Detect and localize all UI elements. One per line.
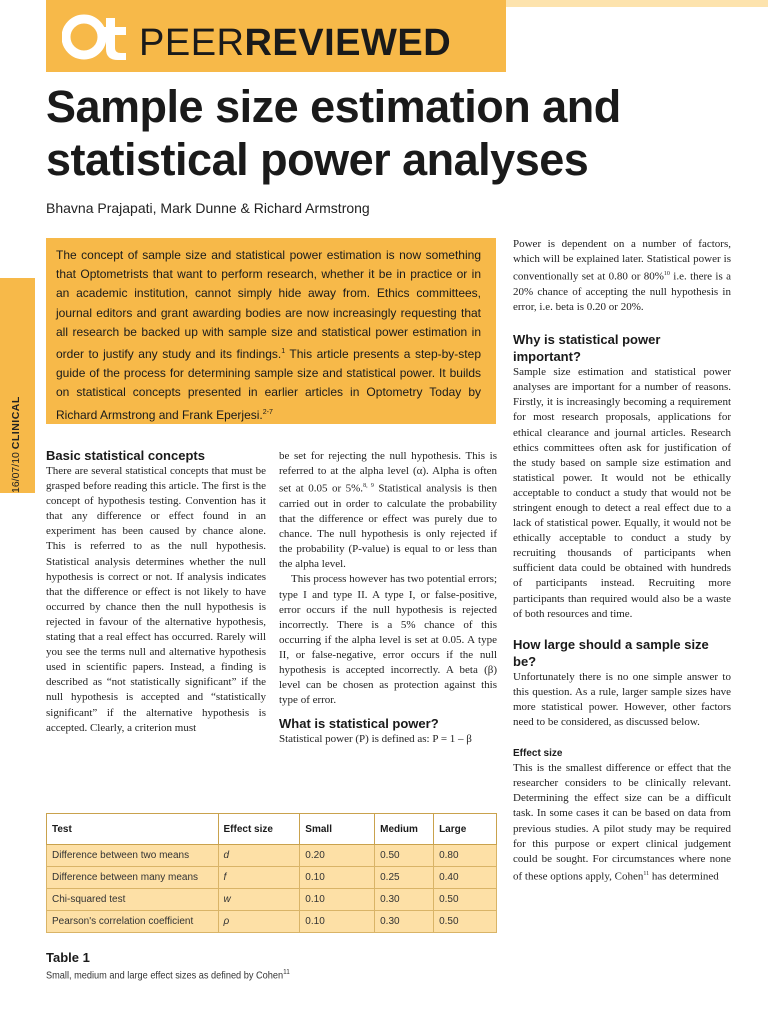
header-medium: Medium xyxy=(375,814,434,845)
table-note-ref: 11 xyxy=(283,969,290,976)
cell-effect-size: w xyxy=(218,889,300,911)
cell-test: Difference between two means xyxy=(47,845,219,867)
table-caption: Table 1 xyxy=(46,950,90,965)
cell-medium: 0.30 xyxy=(375,889,434,911)
cell-medium: 0.30 xyxy=(375,911,434,933)
col3-text-1a: Power is dependent on a number of factors, which will be explained later. Statistical power is conventionally set at 0.80 or 80% xyxy=(513,238,731,283)
col3-ref-4: 11 xyxy=(643,870,650,877)
intro-ref-1: 1 xyxy=(281,348,286,356)
title-line-1: Sample size estimation and xyxy=(46,81,621,132)
cell-small: 0.20 xyxy=(300,845,375,867)
cell-test: Difference between many means xyxy=(47,867,219,889)
header-strip xyxy=(506,0,768,7)
cell-test: Chi-squared test xyxy=(47,889,219,911)
intro-text-2: This article presents a step-by-step guide of the process for determining sample size and statistical power. It builds on statistical concepts presented in earlier articles in Optometry Today by Richard Armstrong and Frank Eperjesi. xyxy=(56,347,481,422)
header-effect-size: Effect size xyxy=(218,814,300,845)
col2-text-1a: be set for rejecting the null hypothesis. This is referred to at the alpha level (α). Alpha is often set at 0.05 or 5%. xyxy=(279,450,497,495)
cell-small: 0.10 xyxy=(300,911,375,933)
section-side-label xyxy=(10,396,22,493)
cell-large: 0.80 xyxy=(434,845,497,867)
heading-basic-concepts: Basic statistical concepts xyxy=(46,448,205,463)
cell-effect-size: ρ xyxy=(218,911,300,933)
table-note xyxy=(46,969,290,981)
effect-size-table xyxy=(46,813,497,933)
column-1 xyxy=(46,447,266,736)
cell-small: 0.10 xyxy=(300,867,375,889)
ot-logo-icon xyxy=(62,10,132,62)
title-line-2: statistical power analyses xyxy=(46,134,589,185)
section-name: CLINICAL xyxy=(10,396,22,450)
intro-ref-2: 2-7 xyxy=(262,408,273,416)
article-title xyxy=(46,80,746,186)
header-test: Test xyxy=(47,814,219,845)
col2-paragraph-2: This process however has two potential errors; type I and type II. A type I, or false-positive, error occurs if the null hypothesis is rejected incorrectly. There is a 5% chance of this occurring if the alpha level is set at 0.05. A type II, or false-negative, error occurs if the null hypothesis is accepted incorrectly. A beta (β) level can be chosen as protection against this type of error. xyxy=(279,573,497,707)
heading-sample-size: How large should a sample size be? xyxy=(513,636,709,669)
intro-text-1: The concept of sample size and statistical power estimation is now something that Optometrists that want to perform research, whether it be in practice or in an academic institution, cannot simply hide away from. Ethics committees, journal editors and grant awarding bodies are now increasingly requesting that all research be backed up with sample size and statistical power estimation in order to justify any study and its findings. xyxy=(56,248,481,362)
col1-body: There are several statistical concepts that must be grasped before reading this article. The first is the concept of hypothesis testing. Convention has it that any difference or effect found in an experiment has been caused by chance alone. This is referred to as the null hypothesis. Statistical analysis determines whether the null hypothesis is correct or not. If analysis indicates that the difference or effect is not likely to have occurred by chance then the null hypothesis is rejected in favour of the alternative hypothesis, stating that a real effect has occurred. Rarely will you see the terms null and alternative hypothesis used in scientific papers. Instead, a finding is described as “not statistically significant” if the null hypothesis is accepted and “statistically significant” if the alternative hypothesis is accepted. Clearly, a criterion must xyxy=(46,465,266,734)
col3-paragraph-2: Sample size estimation and statistical power analyses are important for a number of reasons. Firstly, it is increasingly becoming a requirement for most research proposals, applications for ethical clearance and journal articles. Research ethics committees often ask for justification of the study based on sample size estimation and statistical power. It would not be ethically acceptable to conduct a study that would not be stringent enough to detect a real effect due to a lack of statistical power. Equally, it would not be ethically acceptable to conduct a study by recruiting thousands of participants when sufficient data could be obtained with hundreds of participants instead. Recruiting more participants than required would also be a waste of both resources and time. xyxy=(513,366,731,620)
col2-ref-1: 8, 9 xyxy=(363,483,374,490)
cell-medium: 0.50 xyxy=(375,845,434,867)
table-row xyxy=(47,845,497,867)
column-3 xyxy=(513,237,731,885)
heading-why-power: Why is statistical power important? xyxy=(513,332,661,365)
header-small: Small xyxy=(300,814,375,845)
cell-test: Pearson's correlation coefficient xyxy=(47,911,219,933)
col3-ref-1: 10 xyxy=(663,271,670,278)
col3-text-4b: has determined xyxy=(649,870,719,883)
cell-medium: 0.25 xyxy=(375,867,434,889)
cell-large: 0.40 xyxy=(434,867,497,889)
table-row xyxy=(47,867,497,889)
cell-effect-size: f xyxy=(218,867,300,889)
col2-paragraph-1 xyxy=(279,449,497,572)
heading-statistical-power: What is statistical power? xyxy=(279,716,439,732)
reviewed-label: REVIEWED xyxy=(244,22,452,64)
col3-text-1b: i.e. there is a 20% chance of accepting the null hypothesis in error, i.e. beta is 0.20 or 20%. xyxy=(513,270,731,314)
table-note-text: Small, medium and large effect sizes as defined by Cohen xyxy=(46,970,284,982)
col2-text-1b: Statistical analysis is then carried out in order to calculate the probability that the difference or effect was purely due to chance. The null hypothesis is only rejected if the probability (P-value) is equal to or less than the alpha level. xyxy=(279,482,498,571)
intro-paragraph xyxy=(56,246,481,425)
table-header-row xyxy=(47,814,497,845)
authors: Bhavna Prajapati, Mark Dunne & Richard Armstrong xyxy=(46,200,370,216)
subheading-effect-size: Effect size xyxy=(513,748,563,760)
issue-date: 16/07/10 xyxy=(10,452,22,493)
cell-large: 0.50 xyxy=(434,889,497,911)
logo-text: Ot xyxy=(62,10,63,11)
col3-paragraph-1 xyxy=(513,237,731,315)
peer-reviewed-heading xyxy=(139,20,451,66)
cell-effect-size: d xyxy=(218,845,300,867)
column-2 xyxy=(279,449,497,747)
header-large: Large xyxy=(434,814,497,845)
col3-text-4a: This is the smallest difference or effect that the researcher considers to be clinically relevant. Determining the effect size can be a difficult task. In some cases it can be based on data from previous studies. A pilot study may be required for this purpose or expert clinical judgement could be sought. For circumstances where none of these options apply, Cohen xyxy=(513,762,731,883)
col3-paragraph-4 xyxy=(513,761,731,884)
cell-small: 0.10 xyxy=(300,889,375,911)
col3-paragraph-3: Unfortunately there is no one simple answer to this question. As a rule, larger sample sizes have more statistical power. However, other factors need to be considered, as discussed below. xyxy=(513,670,731,728)
col2-paragraph-3: Statistical power (P) is defined as: P = 1 – β xyxy=(279,733,472,746)
peer-label: PEER xyxy=(139,22,245,64)
table-row xyxy=(47,911,497,933)
cell-large: 0.50 xyxy=(434,911,497,933)
table-row xyxy=(47,889,497,911)
